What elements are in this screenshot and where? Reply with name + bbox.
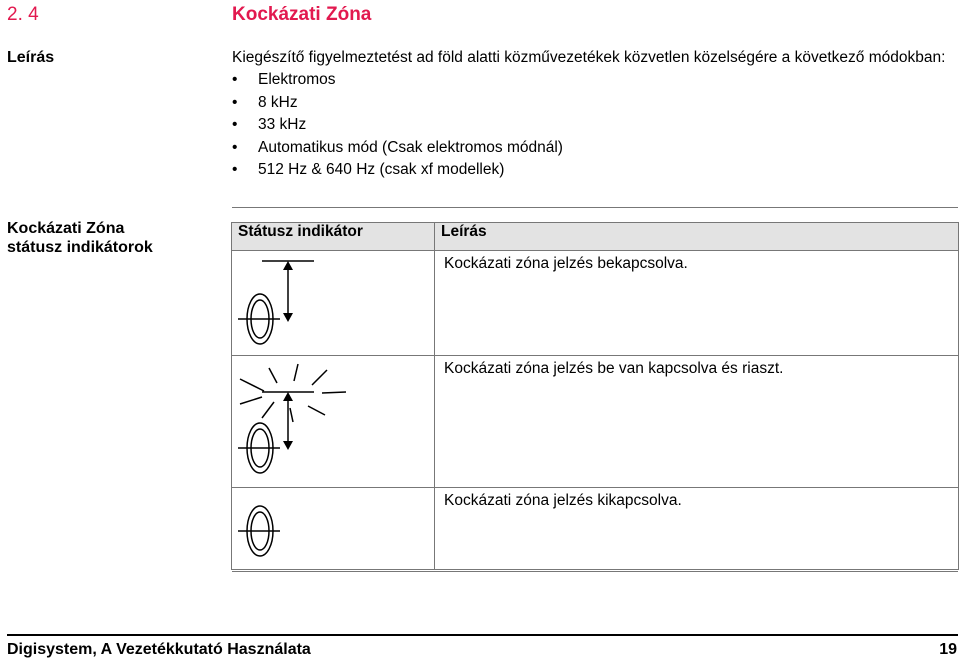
bullet-icon: • [232,138,238,156]
description-cell: Kockázati zóna jelzés kikapcsolva. [435,488,959,570]
table-row [232,251,959,356]
status-cell [232,356,435,488]
list-item: • Elektromos [232,69,952,92]
risk-zone-off-icon [232,488,432,564]
page-number: 19 [939,641,957,658]
section-number: 2. 4 [7,4,39,25]
description-label: Leírás [7,49,55,66]
table-row [232,488,959,570]
indicators-label: Kockázati Zóna státusz indikátorok [7,220,153,256]
table-header-row [232,223,959,251]
bullet-icon: • [232,93,238,111]
status-column-header: Státusz indikátor [232,223,435,251]
list-item: • 512 Hz & 640 Hz (csak xf modellek) [232,159,952,182]
mode-list [232,69,952,182]
description-intro: Kiegészítő figyelmeztetést ad föld alatti közművezetékek közvetlen közelségére a következő módokban: [232,49,946,66]
description-cell: Kockázati zóna jelzés be van kapcsolva és riaszt. [435,356,959,488]
status-cell [232,251,435,356]
risk-zone-on-icon [232,251,432,350]
list-item: • Automatikus mód (Csak elektromos módnál) [232,137,952,160]
table-row [232,356,959,488]
bullet-icon: • [232,116,238,133]
bullet-icon: • [232,161,238,178]
footer-rule [7,634,958,636]
footer-title: Digisystem, A Vezetékkutató Használata [7,641,311,658]
status-indicator-table [231,222,959,570]
description-column-header: Leírás [435,223,959,251]
list-item: • 8 kHz [232,92,952,115]
table-bottom-divider [232,571,958,572]
list-item: • 33 kHz [232,114,952,137]
bullet-icon: • [232,71,238,88]
description-cell: Kockázati zóna jelzés bekapcsolva. [435,251,959,356]
section-title: Kockázati Zóna [232,4,372,25]
risk-zone-alarm-icon [232,356,432,482]
status-cell [232,488,435,570]
section-divider [232,207,958,208]
description-body [232,47,952,182]
